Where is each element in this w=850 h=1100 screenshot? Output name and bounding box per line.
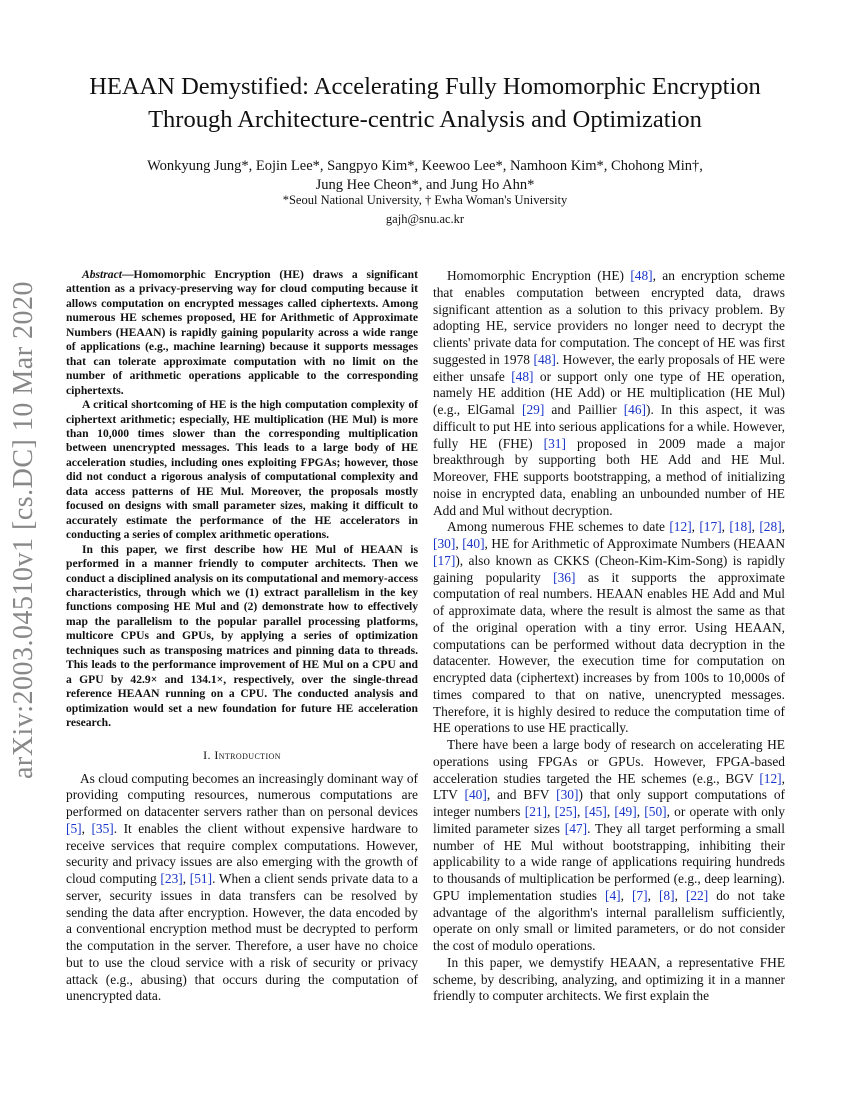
citation-link[interactable]: [12] xyxy=(669,519,692,535)
abstract-paragraph-3: In this paper, we first describe how HE Mul of HEAAN is performed in a manner friendly to computer architects. Then we conduct a disciplined analysis on its computational and memory-access characteristics, through which we (1) extract parallelism in the key functions composing HE Mul and (2) demonstrate how to effectively map the parallelism to the popular parallel processing platforms, multicore CPUs and GPUs, by applying a series of optimization techniques such as transposing matrices and pinning data to threads. This leads to the performance improvement of HE Mul on a CPU and a GPU by 42.9× and 134.1×, respectively, over the single-thread reference HEAAN running on a CPU. The conducted analysis and optimization would set a new foundation for future HE acceleration research. xyxy=(66,542,418,730)
citation-link[interactable]: [48] xyxy=(511,368,534,384)
text-run: . They all target performing a small number of HE Mul without bootstrapping, inhibiting their applicability to a wide range of applications requiring hundreds to thousands of multiplication be performed (e.g., deep learning). GPU implementation studies xyxy=(433,820,785,903)
citation-link[interactable]: [36] xyxy=(553,569,576,585)
citation-link[interactable]: [35] xyxy=(91,820,114,836)
section-number: I. xyxy=(203,747,215,762)
text-run: , xyxy=(721,519,730,535)
affiliation: *Seoul National University, † Ewha Woman's University xyxy=(282,193,568,207)
arxiv-identifier xyxy=(2,280,46,780)
citation-link[interactable]: [12] xyxy=(759,770,782,786)
citation-link[interactable]: [29] xyxy=(521,402,545,417)
text-run: . However, the early proposals of HE were either unsafe xyxy=(433,351,785,384)
text-run: ), also known as CKKS (Cheon-Kim-Kim-Song) is rapidly gaining popularity xyxy=(433,552,785,585)
text-run: , xyxy=(606,804,615,819)
intro-paragraph-5: In this paper, we demystify HEAAN, a representative FHE scheme, by describing, analyzing, and optimizing it in a manner friendly to computer architects. We first explain the xyxy=(433,954,785,1004)
text-run: , xyxy=(576,804,585,819)
citation-link[interactable]: [40] xyxy=(464,787,487,803)
citation-link[interactable]: [5] xyxy=(66,820,82,836)
arxiv-identifier-text: arXiv:2003.04510v1 [cs.DC] 10 Mar 2020 xyxy=(8,280,39,780)
intro-paragraph-2 xyxy=(433,268,785,519)
text-run: , xyxy=(647,887,659,903)
text-run: , xyxy=(691,519,700,535)
text-run: Among numerous FHE schemes to date xyxy=(447,519,670,535)
text-run: . When a client sends private data to a server, security issues in data transfers can be resolved by sending the data after encryption. However, the data encoded by a conventional encryption method must be decrypted to perform the computation in the server. Therefore, a user have no choice but to use the cloud service with a risk of security or privacy attack (e.g., abusing) that occurs during the computation of unencrypted data. xyxy=(66,871,418,1004)
citation-link[interactable]: [4] xyxy=(605,887,621,903)
text-run: and Paillier xyxy=(544,402,624,417)
citation-link[interactable]: [25] xyxy=(554,804,577,819)
text-run: , xyxy=(455,536,463,551)
text-run: , xyxy=(182,871,190,886)
citation-link[interactable]: [48] xyxy=(533,351,556,367)
title-line-1: HEAAN Demystified: Accelerating Fully Homomorphic Encryption xyxy=(89,73,761,100)
text-run: , xyxy=(547,804,555,819)
citation-link[interactable]: [17] xyxy=(699,519,722,535)
citation-link[interactable]: [22] xyxy=(685,887,709,903)
text-run: . It enables the client without expensive hardware to receive services that require complex computations. However, security and privacy issues are also emerging with the growth of cloud computing xyxy=(66,820,419,886)
citation-link[interactable]: [31] xyxy=(543,435,566,451)
citation-link[interactable]: [17] xyxy=(433,552,456,568)
text-run: , an encryption scheme that enables computation between encrypted data, draws significant attention as a solution to this privacy problem. By adopting HE, service providers no longer need to decrypt the clients' private data for computation. The concept of HE was first suggested in 1978 xyxy=(433,268,785,367)
abstract-paragraph-2: A critical shortcoming of HE is the high computation complexity of ciphertext arithmetic; especially, HE multiplication (HE Mul) is more than 10,000 times slower than the corresponding multiplication between unencrypted messages. This leads to a large body of HE acceleration studies, including ones exploiting FPGAs; however, those did not conduct a rigorous analysis of computational complexity and data access patterns of HE Mul. Moreover, the proposals mostly focused on designs with small parameter sizes, making it difficult to accurately estimate the performance of the HE accelerators in conducting a series of complex arithmetic operations. xyxy=(66,398,418,542)
left-column xyxy=(66,268,418,1005)
abstract xyxy=(66,268,418,731)
citation-link[interactable]: [47] xyxy=(564,820,588,836)
text-run: ) that only support computations of integer numbers xyxy=(433,787,786,819)
text-run: , xyxy=(81,820,92,836)
intro-paragraph-1 xyxy=(66,771,418,1006)
text-run: There have been a large body of research on accelerating HE operations using FPGAs or GPUs. However, FPGA-based acceleration studies targeted the HE schemes (e.g., BGV xyxy=(433,737,785,786)
citation-link[interactable]: [7] xyxy=(631,887,648,903)
abstract-lead: Abstract xyxy=(82,268,122,281)
citation-link[interactable]: [45] xyxy=(584,804,607,819)
text-run: , or operate with only limited parameter sizes xyxy=(433,804,786,836)
text-run: , xyxy=(674,887,686,903)
text-run: , xyxy=(781,519,786,535)
citation-link[interactable]: [48] xyxy=(630,268,653,283)
text-run: , HE for Arithmetic of Approximate Numbers (HEAAN xyxy=(484,536,785,551)
text-run: , LTV xyxy=(433,770,785,803)
contact-email: gajh@snu.ac.kr xyxy=(385,212,465,226)
section-heading-introduction xyxy=(66,748,418,763)
citation-link[interactable]: [46] xyxy=(623,402,646,417)
citation-link[interactable]: [8] xyxy=(658,887,675,903)
author-list xyxy=(90,157,760,195)
citation-link[interactable]: [51] xyxy=(189,871,213,886)
citation-link[interactable]: [50] xyxy=(644,804,667,819)
text-run: , xyxy=(636,804,645,819)
citation-link[interactable]: [21] xyxy=(524,804,548,819)
text-run: proposed in 2009 made a major breakthrough by supporting both HE Add and HE Mul. Moreover, FHE supports bootstrapping, a method of initializing noise in encrypted data, enabling an unbounded number of HE Add and Mul without decryption. xyxy=(433,435,785,518)
text-run: ). In this aspect, it was difficult to put HE into serious applications for a while. However, fully HE (FHE) xyxy=(433,402,785,451)
citation-link[interactable]: [40] xyxy=(462,536,485,551)
intro-paragraph-3 xyxy=(433,519,785,737)
citation-link[interactable]: [18] xyxy=(729,519,752,535)
abstract-paragraph-1 xyxy=(66,268,418,398)
citation-link[interactable]: [30] xyxy=(556,787,579,803)
text-run: Homomorphic Encryption (HE) xyxy=(447,268,631,283)
paper-title xyxy=(60,70,790,136)
text-run: or support only one type of HE operation, namely HE addition (HE Add) or HE multiplication (HE Mul) (e.g., ElGamal xyxy=(433,368,785,417)
citation-link[interactable]: [28] xyxy=(759,519,782,535)
text-run: , xyxy=(751,519,760,535)
citation-link[interactable]: [30] xyxy=(433,536,456,551)
text-run: do not take advantage of the algorithm's internal parallelism sufficiently, operate on only small or limited parameters, or do not consider the cost of modulo operations. xyxy=(433,887,785,953)
abstract-text-1: —Homomorphic Encryption (HE) draws a significant attention as a privacy-preserving way for cloud computing because it allows computation on encrypted messages called ciphertexts. Among numerous HE schemes proposed, HE for Arithmetic of Approximate Numbers (HEAAN) is rapidly gaining popularity across a wide range of applications (e.g., machine learning) because it supports messages that can tolerate approximate computation with no limit on the number of arithmetic operations applicable to the corresponding ciphertexts. xyxy=(66,268,418,397)
title-line-2: Through Architecture-centric Analysis and Optimization xyxy=(148,106,702,133)
citation-link[interactable]: [23] xyxy=(160,871,183,886)
text-run: , xyxy=(620,887,632,903)
text-run: as it supports the approximate computation of real numbers. HEAAN enables HE Add and Mul of approximate data, where the result is almost the same as that of the original operation with a tiny error. Using HEAAN, computations can be performed without data decryption in the datacenter. However, the execution time for computation on encrypted data (ciphertext) increases by from 100s to 10,000s of times compared to that on native, unencrypted messages. Therefore, it is highly desired to reduce the computation time of HE operations to use HE practically. xyxy=(433,569,785,736)
authors-line-1: Wonkyung Jung*, Eojin Lee*, Sangpyo Kim*, Keewoo Lee*, Namhoon Kim*, Chohong Min†, xyxy=(147,158,703,174)
citation-link[interactable]: [49] xyxy=(614,804,637,819)
text-run: , and BFV xyxy=(486,787,557,803)
text-run: As cloud computing becomes an increasingly dominant way of providing computing resources, numerous computations are performed on datacenter servers rather than on personal devices xyxy=(66,770,418,819)
section-title: Introduction xyxy=(214,747,281,762)
intro-paragraph-4 xyxy=(433,737,785,955)
right-column xyxy=(433,268,785,1005)
authors-line-2: Jung Hee Cheon*, and Jung Ho Ahn* xyxy=(315,177,535,193)
